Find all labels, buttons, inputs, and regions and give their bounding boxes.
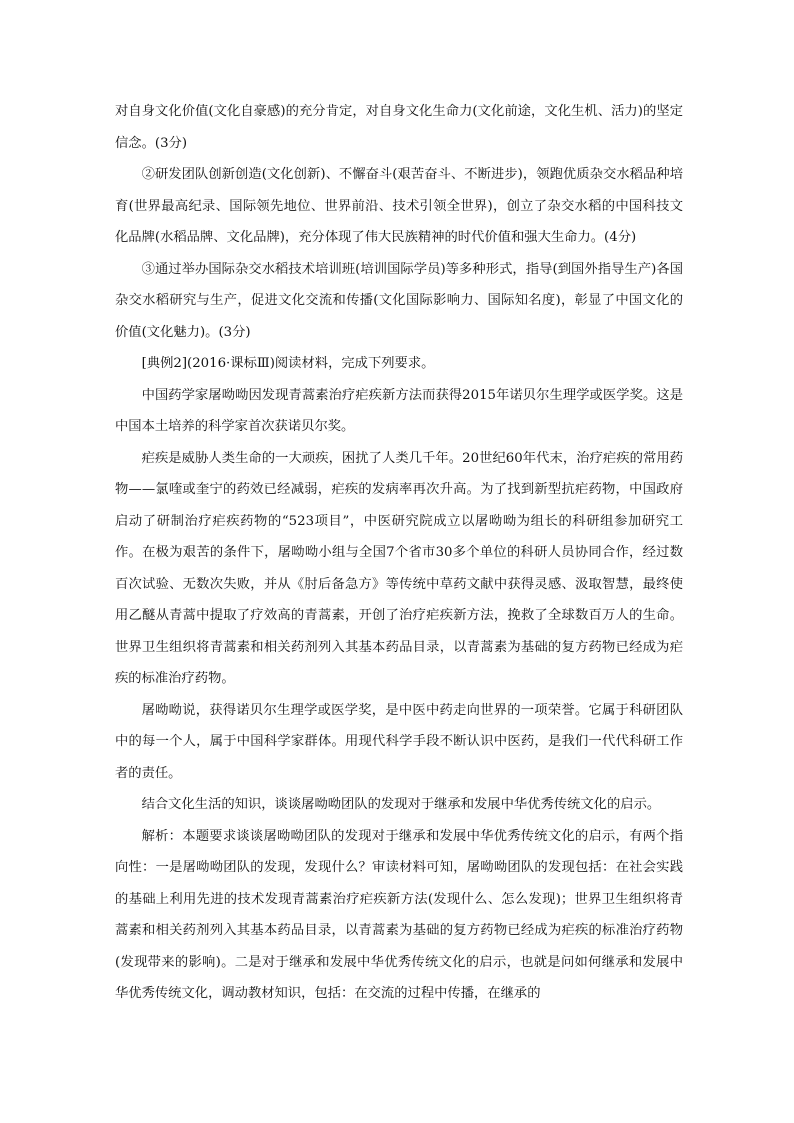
paragraph-3: ③通过举办国际杂交水稻技术培训班(培训国际学员)等多种形式，指导(到国外指导生产)各国杂交水稻研究与生产，促进文化交流和传播(文化国际影响力、国际知名度)，彰显了中国文化的价值(文化魅力)。(3分) bbox=[115, 261, 683, 340]
material-paragraph-3: 屠呦呦说，获得诺贝尔生理学或医学奖，是中医中药走向世界的一项荣誉。它属于科研团队中的每一个人，属于中国科学家群体。用现代科学手段不断认识中医药，是我们一代代科研工作者的责任。 bbox=[115, 702, 683, 781]
paragraph-1: 对自身文化价值(文化自豪感)的充分肯定，对自身文化生命力(文化前途，文化生机、活力)的坚定信念。(3分) bbox=[115, 104, 683, 151]
material-paragraph-2: 疟疾是威胁人类生命的一大顽疾，困扰了人类几千年。20世纪60年代末，治疗疟疾的常用药物——氯喹或奎宁的药效已经减弱，疟疾的发病率再次升高。为了找到新型抗疟药物，中国政府启动了研制治疗疟疾药物的“523项目”，中医研究院成立以屠呦呦为组长的科研组参加研究工作。在极为艰苦的条件下，屠呦呦小组与全国7个省市30多个单位的科研人员协同合作，经过数百次试验、无数次失败，并从《肘后备急方》等传统中草药文献中获得灵感、汲取智慧，最终使用乙醚从青蒿中提取了疗效高的青蒿素，开创了治疗疟疾新方法，挽救了全球数百万人的生命。世界卫生组织将青蒿素和相关药剂列入其基本药品目录，以青蒿素为基础的复方药物已经成为疟疾的标准治疗药物。 bbox=[115, 450, 683, 686]
material-paragraph-1: 中国药学家屠呦呦因发现青蒿素治疗疟疾新方法而获得2015年诺贝尔生理学或医学奖。这是中国本土培养的科学家首次获诺贝尔奖。 bbox=[115, 387, 683, 434]
analysis-paragraph: 解析：本题要求谈谈屠呦呦团队的发现对于继承和发展中华优秀传统文化的启示，有两个指向性：一是屠呦呦团队的发现，发现什么？审读材料可知，屠呦呦团队的发现包括：在社会实践的基础上利用先进的技术发现青蒿素治疗疟疾新方法(发现什么、怎么发现)；世界卫生组织将青蒿素和相关药剂列入其基本药品目录，以青蒿素为基础的复方药物已经成为疟疾的标准治疗药物(发现带来的影响)。二是对于继承和发展中华优秀传统文化的启示，也就是问如何继承和发展中华优秀传统文化，调动教材知识，包括：在交流的过程中传播，在继承的 bbox=[115, 828, 683, 1001]
document-body bbox=[115, 96, 683, 1010]
example-heading: [典例2](2016·课标Ⅲ)阅读材料，完成下列要求。 bbox=[141, 356, 435, 371]
paragraph-2: ②研发团队创新创造(文化创新)、不懈奋斗(艰苦奋斗、不断进步)，领跑优质杂交水稻品种培育(世界最高纪录、国际领先地位、世界前沿、技术引领全世界)，创立了杂交水稻的中国科技文化品牌(水稻品牌、文化品牌)，充分体现了伟大民族精神的时代价值和强大生命力。(4分) bbox=[115, 167, 683, 245]
question-text: 结合文化生活的知识，谈谈屠呦呦团队的发现对于继承和发展中华优秀传统文化的启示。 bbox=[141, 797, 661, 812]
